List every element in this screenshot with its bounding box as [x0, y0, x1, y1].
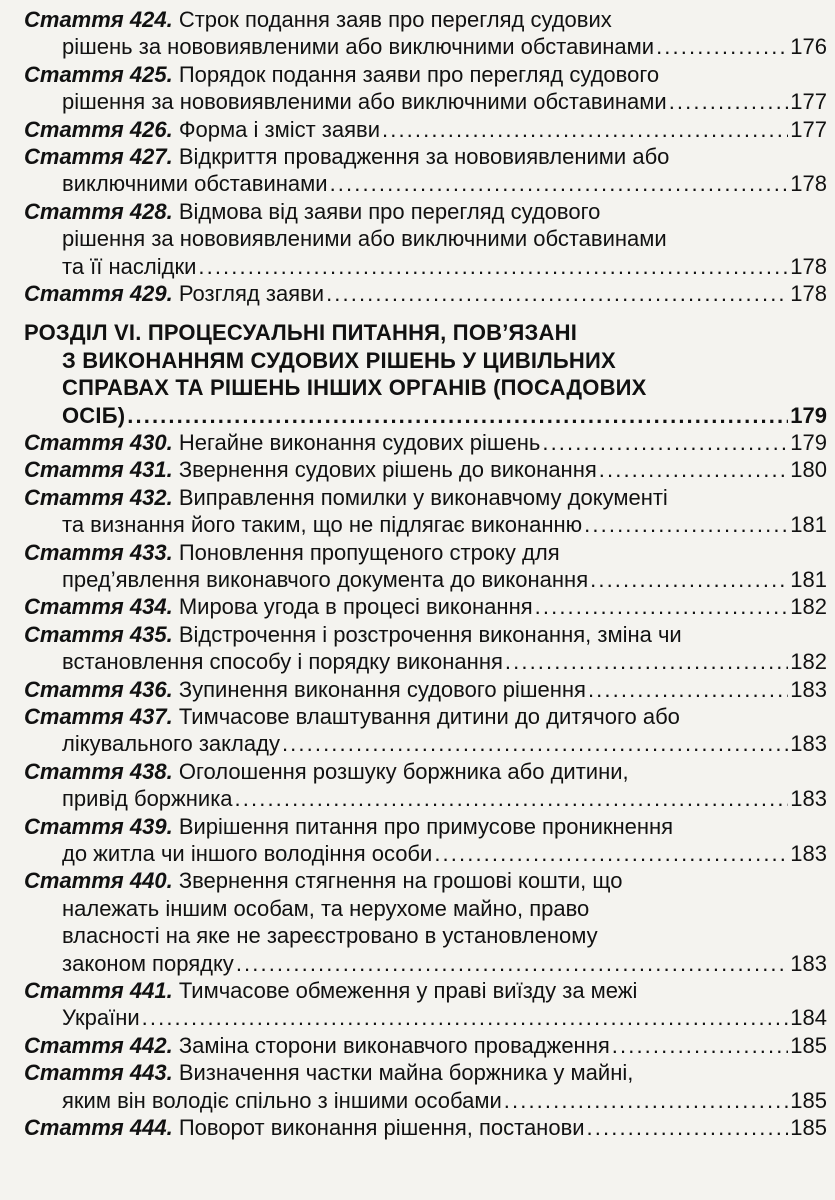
entry-text: [24, 485, 668, 510]
entry-text: [24, 978, 637, 1003]
page-number: 178: [790, 253, 827, 279]
page-number: 183: [790, 676, 827, 702]
entry-text: [24, 591, 533, 622]
page-number: 182: [790, 594, 827, 620]
dot-leader: [142, 1002, 789, 1033]
dot-leader: [612, 1030, 789, 1061]
page-number: 182: [790, 649, 827, 675]
toc-line: [0, 114, 835, 145]
article-title-continued: до житла чи іншого володіння особи: [62, 841, 433, 866]
toc-line: [0, 728, 835, 759]
dot-leader: [434, 838, 788, 869]
entry-text: [24, 144, 669, 169]
toc-line: [0, 223, 835, 254]
toc-line: [0, 4, 835, 35]
toc-line: [0, 1057, 835, 1088]
page-number: 177: [790, 116, 827, 142]
article-title: Тимчасове влаштування дитини до дитячого або: [178, 704, 680, 729]
entry-text: [24, 114, 380, 145]
page-number: 183: [790, 841, 827, 866]
toc-line: [0, 251, 835, 282]
toc-line: [0, 701, 835, 732]
entry-text: [24, 540, 560, 565]
section-heading-line: [0, 345, 835, 376]
page-number: 181: [790, 567, 827, 592]
page-number: 183: [790, 731, 827, 757]
toc-line: [0, 1030, 835, 1061]
dot-leader: [236, 948, 788, 979]
entry-text: [24, 814, 673, 839]
article-number: Стаття 444.: [24, 1115, 173, 1140]
dot-leader: [326, 278, 788, 309]
toc-line: [0, 756, 835, 787]
article-number: Стаття 433.: [24, 539, 173, 565]
dot-leader: [127, 400, 788, 431]
dot-leader: [656, 31, 788, 62]
toc-line: [0, 1002, 835, 1033]
toc-line: [0, 482, 835, 513]
article-number: Стаття 439.: [24, 813, 173, 839]
article-number: Стаття 435.: [24, 621, 173, 647]
article-title: Поворот виконання рішення, постанови: [178, 1115, 585, 1140]
section-heading-line: [0, 400, 835, 431]
toc-line: [0, 619, 835, 650]
article-number: Стаття 437.: [24, 704, 173, 729]
entry-text: [24, 62, 659, 87]
dot-leader: [587, 1112, 789, 1143]
toc-line: [0, 893, 835, 924]
article-title: Вирішення питання про примусове проникнення: [178, 813, 674, 839]
toc-line: [0, 838, 835, 869]
dot-leader: [669, 86, 789, 117]
section-heading: З ВИКОНАННЯМ СУДОВИХ РІШЕНЬ У ЦИВІЛЬНИХ: [62, 347, 616, 373]
page-number: 185: [790, 1087, 827, 1113]
toc-line: [0, 86, 835, 117]
article-title: Відкриття провадження за нововиявленими або: [178, 144, 670, 169]
dot-leader: [282, 728, 788, 759]
toc-line: [0, 948, 835, 979]
toc-line: [0, 920, 835, 951]
article-title: Виправлення помилки у виконавчому документі: [178, 484, 668, 510]
section-heading-line: [0, 372, 835, 403]
toc-line: [0, 537, 835, 568]
toc-line: [0, 141, 835, 172]
page-number: 179: [790, 430, 827, 455]
article-number: Стаття 430.: [24, 430, 173, 455]
toc-line: [0, 427, 835, 458]
article-title: Оголошення розшуку боржника або дитини,: [178, 758, 629, 784]
article-title: Розгляд заяви: [178, 281, 325, 306]
page-number: 185: [790, 1115, 827, 1140]
toc-line: [0, 1112, 835, 1143]
entry-text: [24, 427, 540, 458]
article-title: Звернення стягнення на грошові кошти, що: [178, 868, 623, 894]
dot-leader: [584, 509, 788, 540]
page-number: 179: [790, 402, 827, 428]
toc-line: [0, 674, 835, 705]
article-title-continued: встановлення способу і порядку виконання: [62, 649, 503, 675]
article-number: Стаття 434.: [24, 594, 173, 620]
toc-line: [0, 454, 835, 485]
article-number: Стаття 429.: [24, 281, 173, 306]
dot-leader: [235, 783, 789, 814]
page-number: 185: [790, 1032, 827, 1058]
page-number: 184: [790, 1005, 827, 1031]
toc-line: [0, 1085, 835, 1116]
page-number: 181: [790, 512, 827, 538]
article-number: Стаття 428.: [24, 198, 173, 224]
toc-line: [0, 278, 835, 309]
article-number: Стаття 424.: [24, 7, 173, 32]
article-number: Стаття 436.: [24, 676, 173, 702]
toc-line: [0, 975, 835, 1006]
article-title-continued: належать іншим особам, та нерухоме майно, право: [62, 895, 590, 921]
entry-text: [24, 674, 586, 705]
dot-leader: [504, 1085, 789, 1116]
article-title: Звернення судових рішень до виконання: [178, 457, 597, 483]
article-title-continued: привід боржника: [62, 786, 233, 812]
toc-line: [0, 564, 835, 595]
toc-line: [0, 591, 835, 622]
dot-leader: [542, 427, 788, 458]
article-title-continued: виключними обставинами: [62, 171, 328, 197]
toc-line: [0, 646, 835, 677]
article-title-continued: та її наслідки: [62, 253, 197, 279]
article-title: Негайне виконання судових рішень: [178, 430, 541, 455]
toc-line: [0, 59, 835, 90]
article-title: Поновлення пропущеного строку для: [178, 539, 560, 565]
article-title: Мирова угода в процесі виконання: [178, 594, 533, 620]
entry-text: [24, 1112, 585, 1143]
dot-leader: [535, 591, 789, 622]
article-number: Стаття 440.: [24, 868, 173, 894]
entry-text: [24, 1060, 633, 1085]
entry-text: [24, 704, 680, 729]
toc-line: [0, 783, 835, 814]
page-number: 180: [790, 457, 827, 483]
toc-line: [0, 509, 835, 540]
dot-leader: [330, 168, 789, 199]
entry-text: [24, 1030, 610, 1061]
article-title-continued: пред’явлення виконавчого документа до виконання: [62, 567, 589, 592]
article-title-continued: законом порядку: [62, 950, 234, 976]
toc-line: [0, 811, 835, 842]
article-number: Стаття 426.: [24, 116, 173, 142]
dot-leader: [588, 674, 788, 705]
page-number: 177: [790, 89, 827, 115]
entry-text: [24, 7, 612, 32]
article-title-continued: рішення за нововиявленими або виключними обставинами: [62, 226, 667, 252]
section-heading: СПРАВАХ ТА РІШЕНЬ ІНШИХ ОРГАНІВ (ПОСАДОВИХ: [62, 375, 647, 401]
toc-line: [0, 196, 835, 227]
toc-line: [0, 865, 835, 896]
entry-text: [24, 622, 682, 647]
page-number: 176: [790, 34, 827, 60]
dot-leader: [599, 454, 789, 485]
page-number: 183: [790, 950, 827, 976]
page-number: 183: [790, 786, 827, 812]
entry-text: [24, 454, 597, 485]
dot-leader: [198, 251, 788, 282]
article-number: Стаття 443.: [24, 1060, 173, 1086]
page-number: 178: [790, 171, 827, 197]
article-number: Стаття 442.: [24, 1032, 173, 1058]
page-number: 178: [790, 281, 827, 306]
dot-leader: [382, 114, 788, 145]
toc-line: [0, 31, 835, 62]
article-title-continued: рішення за нововиявленими або виключними обставинами: [62, 89, 667, 115]
section-heading-line: [0, 317, 835, 348]
article-title: Порядок подання заяви про перегляд судового: [178, 61, 660, 87]
article-title: Відстрочення і розстрочення виконання, зміна чи: [178, 621, 682, 647]
article-number: Стаття 427.: [24, 144, 173, 169]
article-number: Стаття 425.: [24, 61, 173, 87]
dot-leader: [590, 564, 788, 595]
article-title-continued: яким він володіє спільно з іншими особами: [62, 1087, 502, 1113]
article-title: Форма і зміст заяви: [178, 116, 380, 142]
section-heading: РОЗДІЛ VI. ПРОЦЕСУАЛЬНІ ПИТАННЯ, ПОВ’ЯЗАНІ: [24, 320, 578, 346]
article-title: Зупинення виконання судового рішення: [178, 676, 586, 702]
entry-text: [24, 278, 324, 309]
article-title-continued: України: [62, 1005, 140, 1031]
article-number: Стаття 438.: [24, 758, 173, 784]
article-title-continued: власності на яке не зареєстровано в установленому: [62, 923, 598, 949]
article-number: Стаття 431.: [24, 457, 173, 483]
article-title-continued: рішень за нововиявленими або виключними обставинами: [62, 34, 655, 60]
article-title: Визначення частки майна боржника у майні,: [178, 1060, 634, 1086]
entry-text: [24, 759, 629, 784]
article-title-continued: та визнання його таким, що не підлягає виконанню: [62, 512, 583, 538]
toc-line: [0, 168, 835, 199]
article-title: Строк подання заяв про перегляд судових: [178, 7, 612, 32]
section-heading: ОСІБ): [62, 402, 126, 428]
article-title: Заміна сторони виконавчого провадження: [178, 1032, 610, 1058]
article-number: Стаття 441.: [24, 978, 173, 1003]
article-title: Тимчасове обмеження у праві виїзду за межі: [178, 978, 638, 1003]
entry-text: [24, 868, 622, 893]
article-title-continued: лікувального закладу: [62, 731, 280, 757]
article-title: Відмова від заяви про перегляд судового: [178, 198, 601, 224]
dot-leader: [505, 646, 788, 677]
entry-text: [24, 199, 600, 224]
article-number: Стаття 432.: [24, 484, 173, 510]
